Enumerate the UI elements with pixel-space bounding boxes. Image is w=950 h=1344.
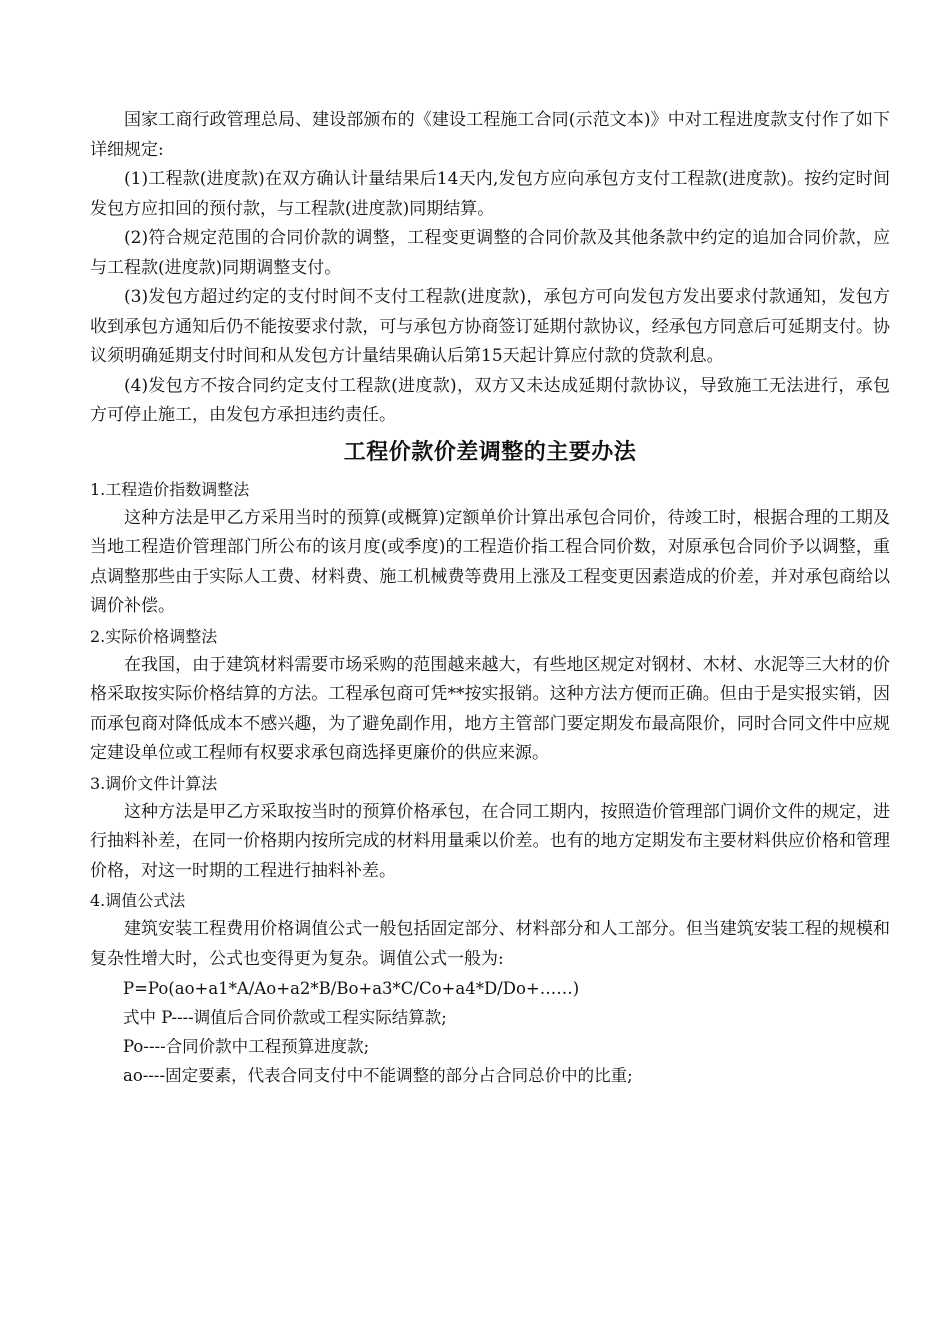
method-title-2: 2.实际价格调整法 bbox=[90, 626, 218, 646]
formula-line-4: ao----固定要素，代表合同支付中不能调整的部分占合同总价中的比重; bbox=[123, 1066, 633, 1085]
rule-paragraph-1: (1)工程款(进度款)在双方确认计量结果后14天内,发包方应向承包方支付工程款(进度款)。按约定时间发包方应扣回的预付款，与工程款(进度款)同期结算。 bbox=[90, 169, 890, 219]
document-body bbox=[90, 106, 890, 1090]
method-body-1: 这种方法是甲乙方采用当时的预算(或概算)定额单价计算出承包合同价，待竣工时，根据合理的工期及当地工程造价管理部门所公布的该月度(或季度)的工程造价指工程合同价数，对原承包合同价予以调整，重点调整那些由于实际人工费、材料费、施工机械费等费用上涨及工程变更因素造成的价差，并对承包商给以调价补偿。 bbox=[90, 507, 890, 616]
method-body-4: 建筑安装工程费用价格调值公式一般包括固定部分、材料部分和人工部分。但当建筑安装工程的规模和复杂性增大时，公式也变得更为复杂。调值公式一般为: bbox=[90, 919, 890, 969]
method-body-3: 这种方法是甲乙方采取按当时的预算价格承包，在合同工期内，按照造价管理部门调价文件的规定，进行抽料补差，在同一价格期内按所完成的材料用量乘以价差。也有的地方定期发布主要材料供应价格和管理价格，对这一时期的工程进行抽料补差。 bbox=[90, 801, 890, 881]
formula-line-2: 式中 P----调值后合同价款或工程实际结算款; bbox=[123, 1008, 447, 1027]
formula-line-3: Po----合同价款中工程预算进度款; bbox=[123, 1037, 370, 1056]
section-title: 工程价款价差调整的主要办法 bbox=[343, 438, 637, 465]
intro-paragraph: 国家工商行政管理总局、建设部颁布的《建设工程施工合同(示范文本)》中对工程进度款支付作了如下详细规定: bbox=[90, 110, 890, 160]
rule-paragraph-2: (2)符合规定范围的合同价款的调整，工程变更调整的合同价款及其他条款中约定的追加合同价款，应与工程款(进度款)同期调整支付。 bbox=[90, 228, 890, 278]
formula-line-1: P=Po(ao+a1*A/Ao+a2*B/Bo+a3*C/Co+a4*D/Do+……) bbox=[123, 979, 580, 998]
method-body-2: 在我国，由于建筑材料需要市场采购的范围越来越大，有些地区规定对钢材、木材、水泥等三大材的价格采取按实际价格结算的方法。工程承包商可凭**按实报销。这种方法方便而正确。但由于是实报实销，因而承包商对降低成本不感兴趣，为了避免副作用，地方主管部门要定期发布最高限价，同时合同文件中应规定建设单位或工程师有权要求承包商选择更廉价的供应来源。 bbox=[90, 654, 890, 763]
method-title-1: 1.工程造价指数调整法 bbox=[90, 479, 250, 499]
method-title-4: 4.调值公式法 bbox=[90, 891, 186, 910]
rule-paragraph-3: (3)发包方超过约定的支付时间不支付工程款(进度款)，承包方可向发包方发出要求付款通知，发包方收到承包方通知后仍不能按要求付款，可与承包方协商签订延期付款协议，经承包方同意后可延期支付。协议须明确延期支付时间和从发包方计量结果确认后第15天起计算应付款的贷款利息。 bbox=[90, 287, 890, 366]
rule-paragraph-4: (4)发包方不按合同约定支付工程款(进度款)，双方又未达成延期付款协议，导致施工无法进行，承包方可停止施工，由发包方承担违约责任。 bbox=[90, 375, 890, 425]
method-title-3: 3.调价文件计算法 bbox=[90, 773, 218, 793]
